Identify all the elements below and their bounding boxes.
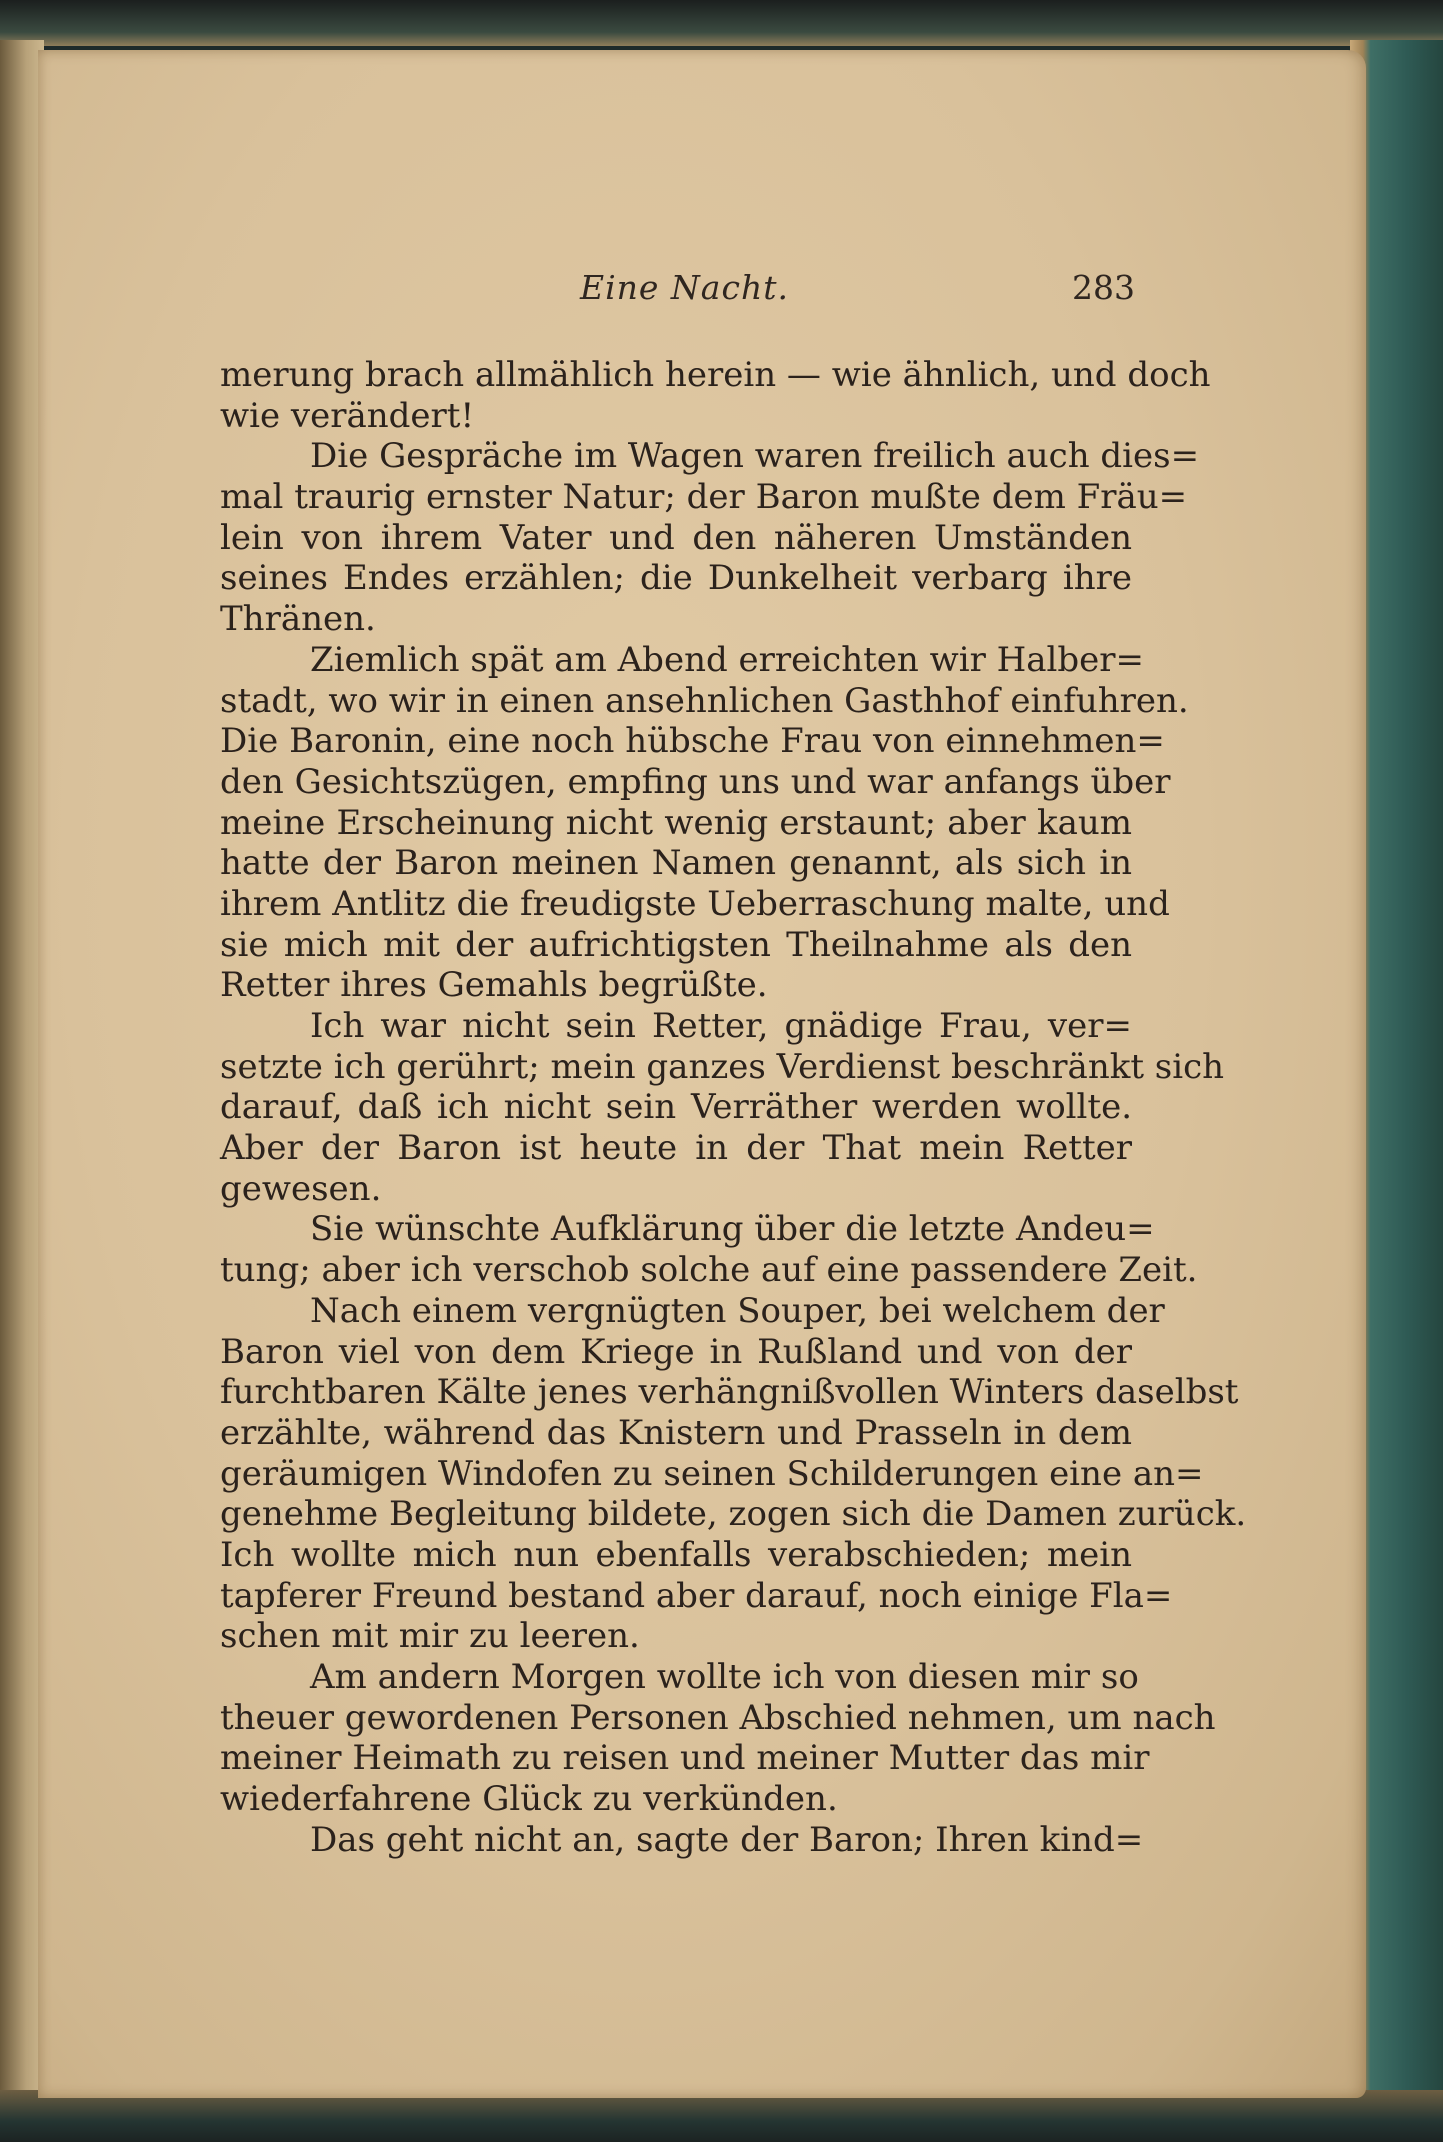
text-line: Das geht nicht an, sagte der Baron; Ihren kind= <box>310 1819 1144 1860</box>
text-line: hatte der Baron meinen Namen genannt, als sich in <box>220 843 1132 884</box>
text-line: merung brach allmählich herein — wie ähnlich, und doch <box>220 355 1211 395</box>
text-line: meine Erscheinung nicht wenig erstaunt; aber kaum <box>220 802 1132 843</box>
text-line: stadt, wo wir in einen ansehnlichen Gasthhof einfuhren. <box>220 680 1189 721</box>
page-header <box>0 268 1443 318</box>
text-line: setzte ich gerührt; mein ganzes Verdienst beschränkt sich <box>220 1046 1225 1087</box>
text-line: Am andern Morgen wollte ich von diesen mir so <box>310 1657 1139 1697</box>
text-line: mal traurig ernster Natur; der Baron mußte dem Fräu= <box>220 477 1188 518</box>
text-line: furchtbaren Kälte jenes verhängnißvollen Winters daselbst <box>220 1372 1239 1413</box>
text-line: ihrem Antlitz die freudigste Ueberraschung malte, und <box>220 883 1170 924</box>
text-line: theuer gewordenen Personen Abschied nehmen, um nach <box>220 1697 1216 1738</box>
text-line: schen mit mir zu leeren. <box>220 1616 640 1657</box>
text-line: den Gesichtszügen, empfing uns und war anfangs über <box>220 761 1171 802</box>
text-line: tung; aber ich verschob solche auf eine passendere Zeit. <box>220 1250 1198 1291</box>
text-line: geräumigen Windofen zu seinen Schilderungen eine an= <box>220 1453 1204 1494</box>
text-line: Baron viel von dem Kriege in Rußland und von der <box>220 1331 1132 1372</box>
page-number: 283 <box>1072 268 1135 307</box>
text-line: darauf, daß ich nicht sein Verräther werden wollte. <box>220 1087 1132 1128</box>
text-line: meiner Heimath zu reisen und meiner Mutter das mir <box>220 1738 1150 1779</box>
text-line: seines Endes erzählen; die Dunkelheit verbarg ihre <box>220 558 1132 599</box>
text-line: wie verändert! <box>220 395 475 436</box>
text-line: Retter ihres Gemahls begrüßte. <box>220 965 768 1006</box>
text-line: Ziemlich spät am Abend erreichten wir Halber= <box>310 639 1145 680</box>
body-text <box>220 355 1247 1860</box>
text-line: Ich wollte mich nun ebenfalls verabschieden; mein <box>220 1534 1132 1575</box>
text-line: tapferer Freund bestand aber darauf, noch einige Fla= <box>220 1575 1173 1616</box>
book-cover-top <box>0 0 1443 46</box>
text-line: lein von ihrem Vater und den näheren Umständen <box>220 517 1132 558</box>
text-line: erzählte, während das Knistern und Prasseln in dem <box>220 1412 1132 1453</box>
text-line: Sie wünschte Aufklärung über die letzte Andeu= <box>310 1209 1155 1250</box>
text-line: genehme Begleitung bildete, zogen sich die Damen zurück. <box>220 1494 1247 1535</box>
text-line: Thränen. <box>220 599 376 640</box>
text-line: Nach einem vergnügten Souper, bei welchem der <box>310 1290 1165 1331</box>
text-line: Die Baronin, eine noch hübsche Frau von einnehmen= <box>220 721 1165 762</box>
text-line: gewesen. <box>220 1168 382 1209</box>
running-title: Eine Nacht. <box>580 268 789 307</box>
text-line: Ich war nicht sein Retter, gnädige Frau, ver= <box>310 1006 1132 1046</box>
text-line: Aber der Baron ist heute in der That mein Retter <box>220 1128 1132 1169</box>
text-line: Die Gespräche im Wagen waren freilich auch dies= <box>310 436 1200 477</box>
text-line: wiederfahrene Glück zu verkünden. <box>220 1779 838 1820</box>
text-line: sie mich mit der aufrichtigsten Theilnahme als den <box>220 924 1132 965</box>
